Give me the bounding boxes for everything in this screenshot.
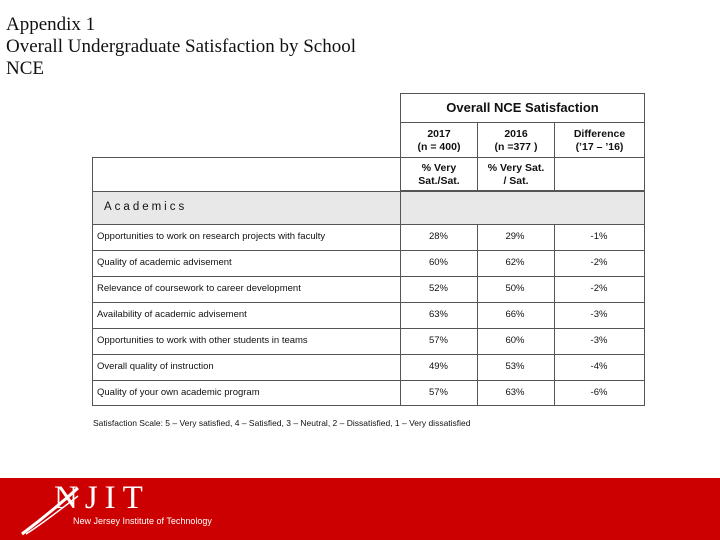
row-2016-value: 63% [505,387,525,398]
col-diff-title: Difference [573,128,626,140]
heading-school: NCE [6,58,44,79]
col-2016-year: 2016 [504,128,528,140]
table-row [93,328,644,354]
row-2017-value: 52% [428,283,448,294]
table-row [93,224,644,250]
col-2017-header [401,128,477,154]
row-item: Opportunities to work on research projects with faculty [97,231,326,242]
row-difference: -2% [590,257,608,268]
row-difference: -2% [590,283,608,294]
row-difference: -1% [590,231,608,242]
row-difference: -3% [590,335,608,346]
row-item: Opportunities to work with other students in teams [97,335,308,346]
col-2016-n: (n =377 ) [494,141,538,153]
row-2017-value: 57% [428,335,448,346]
divider [401,122,644,123]
row-difference: -6% [590,387,608,398]
row-2017-value: 28% [428,231,448,242]
row-2017-value: 57% [428,387,448,398]
row-2016-value: 50% [505,283,525,294]
row-item: Quality of academic advisement [97,257,232,268]
sub-2017-line2: Sat./Sat. [418,175,460,187]
row-2016-value: 60% [505,335,525,346]
heading-title: Overall Undergraduate Satisfaction by School [6,36,356,57]
row-2016-value: 53% [505,361,525,372]
col-diff-header [555,128,644,154]
row-item: Overall quality of instruction [97,361,214,372]
row-2017-value: 63% [428,309,448,320]
njit-logo: NJIT [54,480,150,516]
col-2017-n: (n = 400) [417,141,461,153]
row-2017-value: 49% [428,361,448,372]
column-divider [554,122,555,191]
row-item: Quality of your own academic program [97,387,260,398]
table-row [93,250,644,276]
row-item: Availability of academic advisement [97,309,247,320]
sub-2016-line1: % Very Sat. [487,162,545,174]
row-2016-value: 62% [505,257,525,268]
col-2017-year: 2017 [427,128,451,140]
table-row [93,380,644,406]
col-diff-range: (’17 – ’16) [575,141,624,153]
row-2016-value: 29% [505,231,525,242]
njit-logo-subtitle: New Jersey Institute of Technology [73,516,212,526]
column-divider [477,122,478,191]
table-row [93,276,644,302]
summary-title: Overall NCE Satisfaction [446,100,599,115]
row-divider [93,191,644,192]
row-difference: -4% [590,361,608,372]
table-row [93,354,644,380]
table-row [93,302,644,328]
page-heading [6,14,356,80]
section-label-academics: Academics [104,201,188,213]
sub-2016-line2: / Sat. [503,175,529,187]
col-2016-header [478,128,554,154]
row-2016-value: 66% [505,309,525,320]
row-item: Relevance of coursework to career development [97,283,301,294]
row-2017-value: 60% [428,257,448,268]
sub-2017-line1: % Very [421,162,457,174]
row-difference: -3% [590,309,608,320]
satisfaction-scale-note: Satisfaction Scale: 5 – Very satisfied, 4 – Satisfied, 3 – Neutral, 2 – Dissatisfied, 1 – Very dissatisfied [93,418,471,428]
heading-appendix: Appendix 1 [6,14,96,35]
